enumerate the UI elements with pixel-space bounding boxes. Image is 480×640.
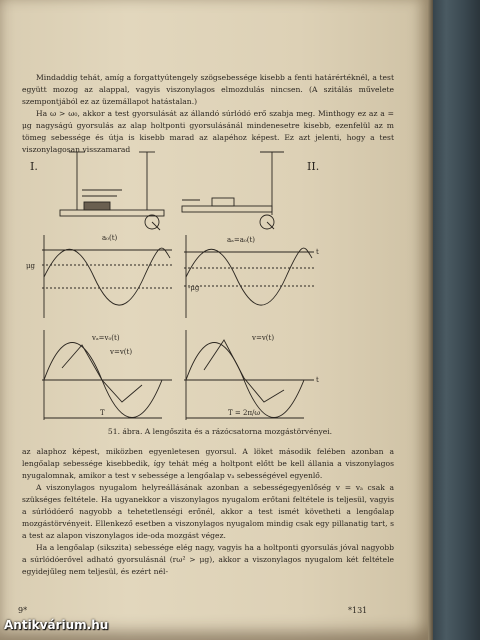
- paragraph-3: az alaphoz képest, miközben egyenletesen gyorsul. A löket második felében azonban a lengőalap sebessége kisebbedik, így tehát még a holtpont előtt be kell állania a viszonylagos nyugalomnak, amikor a test v sebessége a lengőalap vₐ sebességével egyenlő.: [22, 447, 394, 480]
- paragraph-1: Mindaddig tehát, amíg a forgattyútengely szögsebessége kisebb a fenti határértéknél, a test együtt mozog az alappal, vagyis viszonylagos elmozdulás nincsen. (A szitálás művelete szempontjából ez az üzemállapot hatástalan.): [22, 73, 394, 106]
- minus-mu-g-label: -μg: [188, 284, 200, 292]
- period-label-left: T: [100, 409, 105, 417]
- paragraph-4: A viszonylagos nyugalom helyreállásának azonban a sebességegyenlőség v = vₐ csak a szükséges feltétele. Ha ugyanekkor a viszonylagos nyugalom erőtani feltétele is teljesül, vagyis a súrlódóerő nagyobb a tehetetlenségi erőnél, akkor a test ismét követheti a lengőalap mozgástörvényeit. Ellenkező esetben a viszonylagos nyugalom mindig csak egy pillanatig tart, s a test az alapon viszonylagos ide-oda mozgást végez.: [22, 483, 394, 540]
- figure-51: [22, 140, 402, 426]
- velocity-label-left-a: vₐ=v₀(t): [92, 334, 120, 342]
- accel-label-left: a₀(t): [102, 234, 118, 242]
- page-number-right: *131: [348, 606, 368, 615]
- figure-label-right: II.: [307, 160, 320, 173]
- mu-g-label: μg: [26, 262, 36, 270]
- figure-caption: 51. ábra. A lengőszita és a rázócsatorna mozgástörvényei.: [107, 427, 333, 436]
- watermark-logo: Antikvárium.hu: [4, 618, 109, 632]
- velocity-label-right: v=v(t): [252, 334, 275, 342]
- book-spine: [428, 0, 480, 640]
- velocity-label-left-b: v=v(t): [110, 348, 133, 356]
- period-label-right: T = 2π/ω: [228, 409, 261, 417]
- paragraph-2: Ha ω > ω₀, akkor a test gyorsulását az állandó súrlódó erő szabja meg. Minthogy ez az a = μg nagyságú gyorsulás az alap holtponti gyorsulásánál mindenesetre kisebb, ezenfelül az m tömeg sebessége és útja is kisebb marad az alapéhoz képest. Ez azt jelenti, hogy a test viszonylagosan visszamarad: [22, 109, 394, 154]
- paragraph-5: Ha a lengőalap (sikszita) sebessége elég nagy, vagyis ha a holtponti gyorsulás jóval nagyobb a súrlódóerővel adható gyorsulásnál (rω² > μg), akkor a viszonylagos nyugalom két feltétele egyidejűleg nem teljesül, és ezért nél-: [22, 543, 394, 576]
- accel-label-right: aₐ=a₀(t): [227, 236, 255, 244]
- time-axis-label: t: [316, 248, 319, 256]
- time-axis-label-v: t: [316, 376, 319, 384]
- page-number-left: 9*: [18, 606, 28, 615]
- body-text-bottom: [22, 446, 394, 578]
- page-edge: [428, 0, 433, 640]
- figure-label-left: I.: [30, 160, 38, 173]
